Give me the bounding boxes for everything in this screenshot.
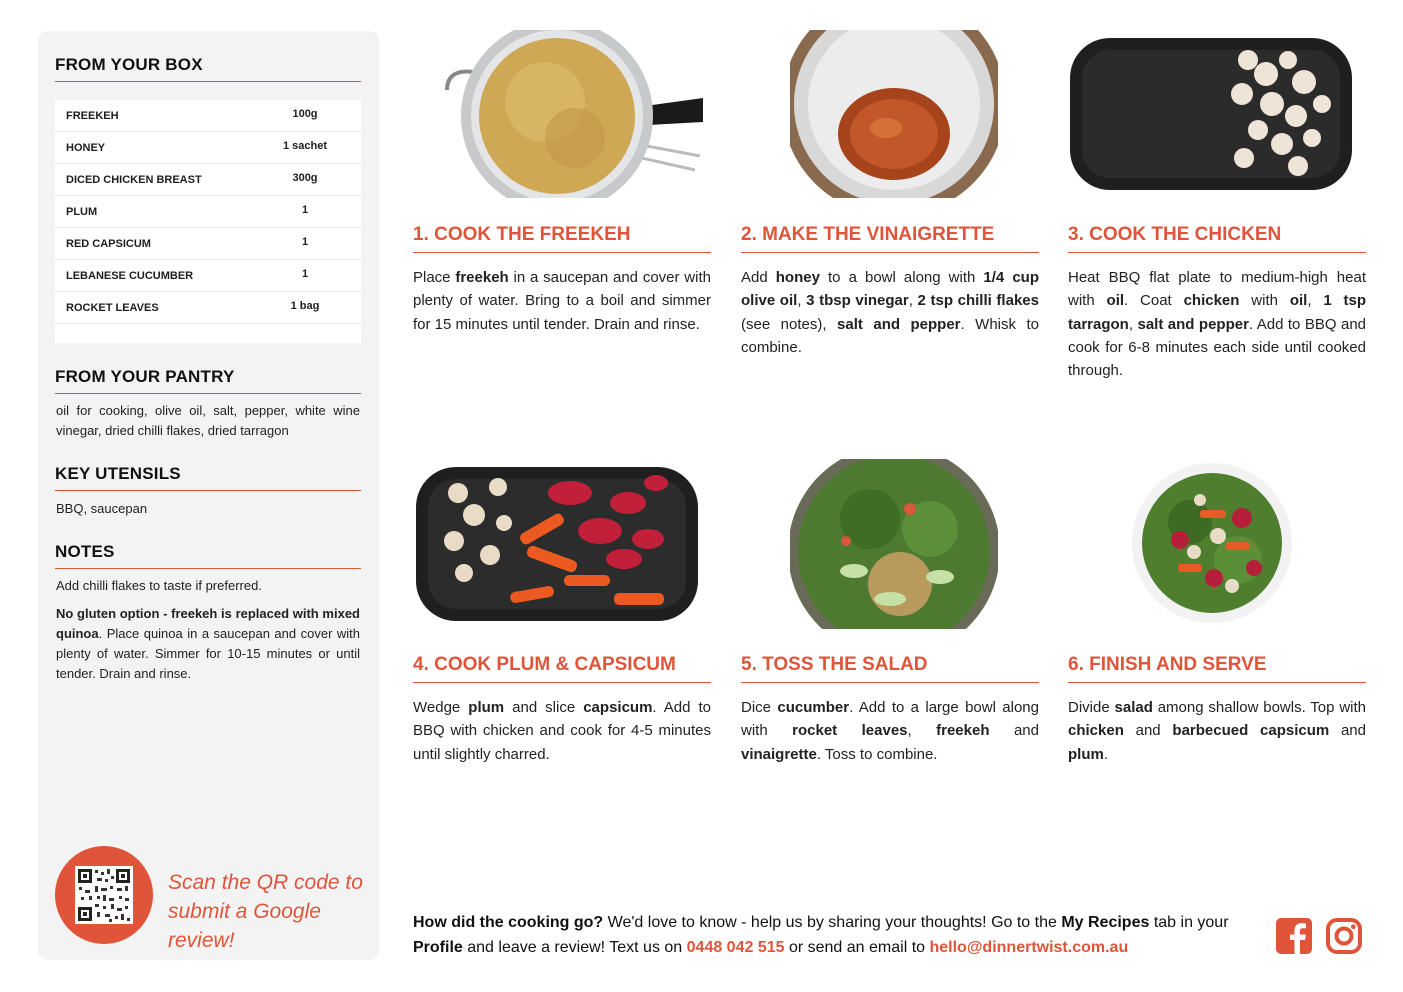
step-bold-text: honey bbox=[775, 269, 820, 286]
step-bold-text: 1 tsp tarragon bbox=[1068, 292, 1367, 333]
step-text-part: . Coat bbox=[1124, 292, 1184, 310]
step-text-part: Divide bbox=[1068, 699, 1115, 716]
step-text-part: . Toss to combine. bbox=[816, 745, 938, 763]
step-text-part: , bbox=[1307, 292, 1324, 310]
notes-gluten-option bbox=[56, 604, 360, 684]
box-ingredient-row bbox=[55, 228, 361, 260]
step-bold-text: 2 tsp chilli flakes bbox=[917, 292, 1039, 310]
pantry-text: oil for cooking, olive oil, salt, pepper, white wine vinegar, dried chilli flakes, dried tarragon bbox=[56, 403, 360, 438]
ingredient-qty: 1 bbox=[301, 268, 309, 280]
step-5-photo bbox=[790, 459, 998, 629]
notes-title: NOTES bbox=[55, 542, 361, 569]
step-bold-text: capsicum bbox=[583, 699, 653, 716]
ingredient-name: PLUM bbox=[66, 206, 98, 218]
step-bold-text: cucumber bbox=[777, 699, 850, 716]
step-text-part: Wedge bbox=[413, 699, 469, 716]
step-1-photo bbox=[445, 30, 703, 198]
step-text-part: Heat BBQ flat plate to medium-high heat with bbox=[1068, 269, 1366, 310]
footer-question: How did the cooking go? bbox=[413, 914, 604, 931]
step-2-text bbox=[741, 266, 1039, 359]
scan-line-1: Scan the QR code to bbox=[168, 871, 363, 894]
box-ingredient-row bbox=[55, 196, 361, 228]
step-text-part: and slice bbox=[504, 699, 584, 716]
step-text-part: with bbox=[1239, 292, 1290, 310]
step-2-title: 2. MAKE THE VINAIGRETTE bbox=[741, 224, 1039, 253]
step-bold-text: chicken bbox=[1183, 292, 1240, 310]
footer-text-3: and leave a review! Text us on bbox=[462, 939, 687, 956]
footer-text-2: tab in your bbox=[1149, 914, 1229, 931]
step-bold-text: oil bbox=[1289, 292, 1308, 310]
ingredient-name: RED CAPSICUM bbox=[66, 238, 151, 250]
step-text-part: Dice bbox=[741, 699, 778, 716]
step-text-part: to a bowl along with bbox=[819, 269, 984, 286]
step-5-title: 5. TOSS THE SALAD bbox=[741, 654, 1039, 683]
step-bold-text: 3 tbsp vinegar bbox=[806, 292, 909, 310]
step-bold-text: 1/4 cup olive oil bbox=[741, 269, 1040, 310]
step-text-part: . bbox=[1103, 745, 1109, 763]
step-text-part: , bbox=[908, 292, 918, 310]
step-text-part: among shallow bowls. Top with bbox=[1152, 699, 1366, 716]
step-4-title: 4. COOK PLUM & CAPSICUM bbox=[413, 654, 711, 683]
step-text-part: , bbox=[1128, 315, 1138, 333]
profile-link[interactable]: Profile bbox=[413, 939, 463, 956]
step-1-title: 1. COOK THE FREEKEH bbox=[413, 224, 711, 253]
ingredient-name: HONEY bbox=[66, 142, 106, 154]
ingredient-qty: 1 bbox=[301, 204, 309, 216]
qr-badge[interactable] bbox=[55, 846, 153, 944]
qr-code-icon[interactable] bbox=[75, 866, 133, 924]
step-text-part: , bbox=[907, 722, 937, 740]
ingredient-qty: 1 sachet bbox=[282, 140, 328, 152]
step-text-part: . Add to BBQ with chicken and cook for 4-5 minutes until slightly charred. bbox=[413, 699, 711, 763]
step-bold-text: freekeh bbox=[455, 269, 509, 286]
step-4-text bbox=[413, 696, 711, 766]
step-2-photo bbox=[790, 30, 998, 198]
step-text-part: Place bbox=[413, 269, 456, 286]
step-bold-text: barbecued capsicum bbox=[1172, 722, 1330, 740]
step-4-photo bbox=[414, 463, 700, 625]
step-bold-text: plum bbox=[1068, 745, 1104, 763]
feedback-footer bbox=[413, 910, 1263, 960]
box-ingredient-row bbox=[55, 292, 361, 324]
step-text-part: and bbox=[1329, 722, 1366, 740]
ingredient-qty: 1 bbox=[301, 236, 309, 248]
utensils-text: BBQ, saucepan bbox=[56, 501, 148, 516]
box-ingredient-row bbox=[55, 100, 361, 132]
ingredient-name: FREEKEH bbox=[66, 110, 119, 122]
step-bold-text: vinaigrette bbox=[741, 745, 817, 763]
step-bold-text: chicken bbox=[1068, 722, 1124, 740]
step-6-text bbox=[1068, 696, 1366, 766]
step-bold-text: freekeh bbox=[936, 722, 990, 740]
step-5-text bbox=[741, 696, 1039, 766]
step-text-part: and bbox=[1123, 722, 1173, 740]
step-bold-text: rocket leaves bbox=[792, 722, 908, 740]
ingredient-name: ROCKET LEAVES bbox=[66, 302, 159, 314]
ingredient-name: LEBANESE CUCUMBER bbox=[66, 270, 194, 282]
step-1-text bbox=[413, 266, 711, 336]
ingredient-qty: 1 bag bbox=[290, 300, 320, 312]
step-3-title: 3. COOK THE CHICKEN bbox=[1068, 224, 1366, 253]
footer-text-4: or send an email to bbox=[784, 939, 930, 956]
box-ingredients-table bbox=[55, 100, 361, 343]
instagram-icon[interactable] bbox=[1325, 917, 1363, 955]
notes-rest: . Place quinoa in a saucepan and cover with plenty of water. Simmer for 10-15 minutes or until tender. Drain and rinse. bbox=[56, 626, 360, 681]
scan-qr-caption bbox=[168, 868, 379, 955]
phone-link[interactable]: 0448 042 515 bbox=[686, 939, 785, 956]
step-bold-text: salad bbox=[1114, 699, 1153, 716]
facebook-icon[interactable] bbox=[1275, 917, 1313, 955]
step-text-part: . Add to a large bowl along with bbox=[741, 699, 1039, 740]
box-ingredient-row bbox=[55, 132, 361, 164]
footer-text-1: We'd love to know - help us by sharing your thoughts! Go to the bbox=[603, 914, 1062, 931]
step-6-photo bbox=[1130, 460, 1294, 626]
email-link[interactable]: hello@dinnertwist.com.au bbox=[929, 939, 1129, 956]
step-3-text bbox=[1068, 266, 1366, 382]
my-recipes-link[interactable]: My Recipes bbox=[1061, 914, 1150, 931]
step-text-part: (see notes), bbox=[741, 315, 838, 333]
box-ingredient-row bbox=[55, 260, 361, 292]
from-your-box-title: FROM YOUR BOX bbox=[55, 55, 361, 82]
step-bold-text: salt and pepper bbox=[837, 315, 961, 333]
ingredient-qty: 100g bbox=[292, 108, 318, 120]
notes-bold: No gluten option - freekeh is replaced with mixed quinoa bbox=[56, 606, 360, 641]
step-bold-text: oil bbox=[1106, 292, 1125, 310]
step-6-title: 6. FINISH AND SERVE bbox=[1068, 654, 1366, 683]
step-bold-text: salt and pepper bbox=[1137, 315, 1249, 333]
notes-line: Add chilli flakes to taste if preferred. bbox=[56, 578, 262, 593]
key-utensils-title: KEY UTENSILS bbox=[55, 464, 361, 491]
ingredient-qty: 300g bbox=[292, 172, 318, 184]
box-ingredient-row bbox=[55, 164, 361, 196]
step-3-photo bbox=[1068, 34, 1354, 194]
from-your-pantry-title: FROM YOUR PANTRY bbox=[55, 367, 361, 394]
step-text-part: and bbox=[989, 722, 1039, 740]
step-text-part: in a saucepan and cover with plenty of water. Bring to a boil and simmer for 15 minutes until tender. Drain and rinse. bbox=[413, 269, 711, 333]
step-text-part: . Whisk to combine. bbox=[741, 315, 1039, 356]
step-text-part: . Add to BBQ and cook for 6-8 minutes each side until cooked through. bbox=[1068, 315, 1367, 380]
step-bold-text: plum bbox=[468, 699, 505, 716]
ingredient-name: DICED CHICKEN BREAST bbox=[66, 174, 202, 186]
step-text-part: Add bbox=[741, 269, 776, 286]
scan-line-2: submit a Google review! bbox=[168, 900, 321, 952]
ingredients-panel bbox=[38, 31, 379, 960]
step-text-part: , bbox=[797, 292, 807, 310]
